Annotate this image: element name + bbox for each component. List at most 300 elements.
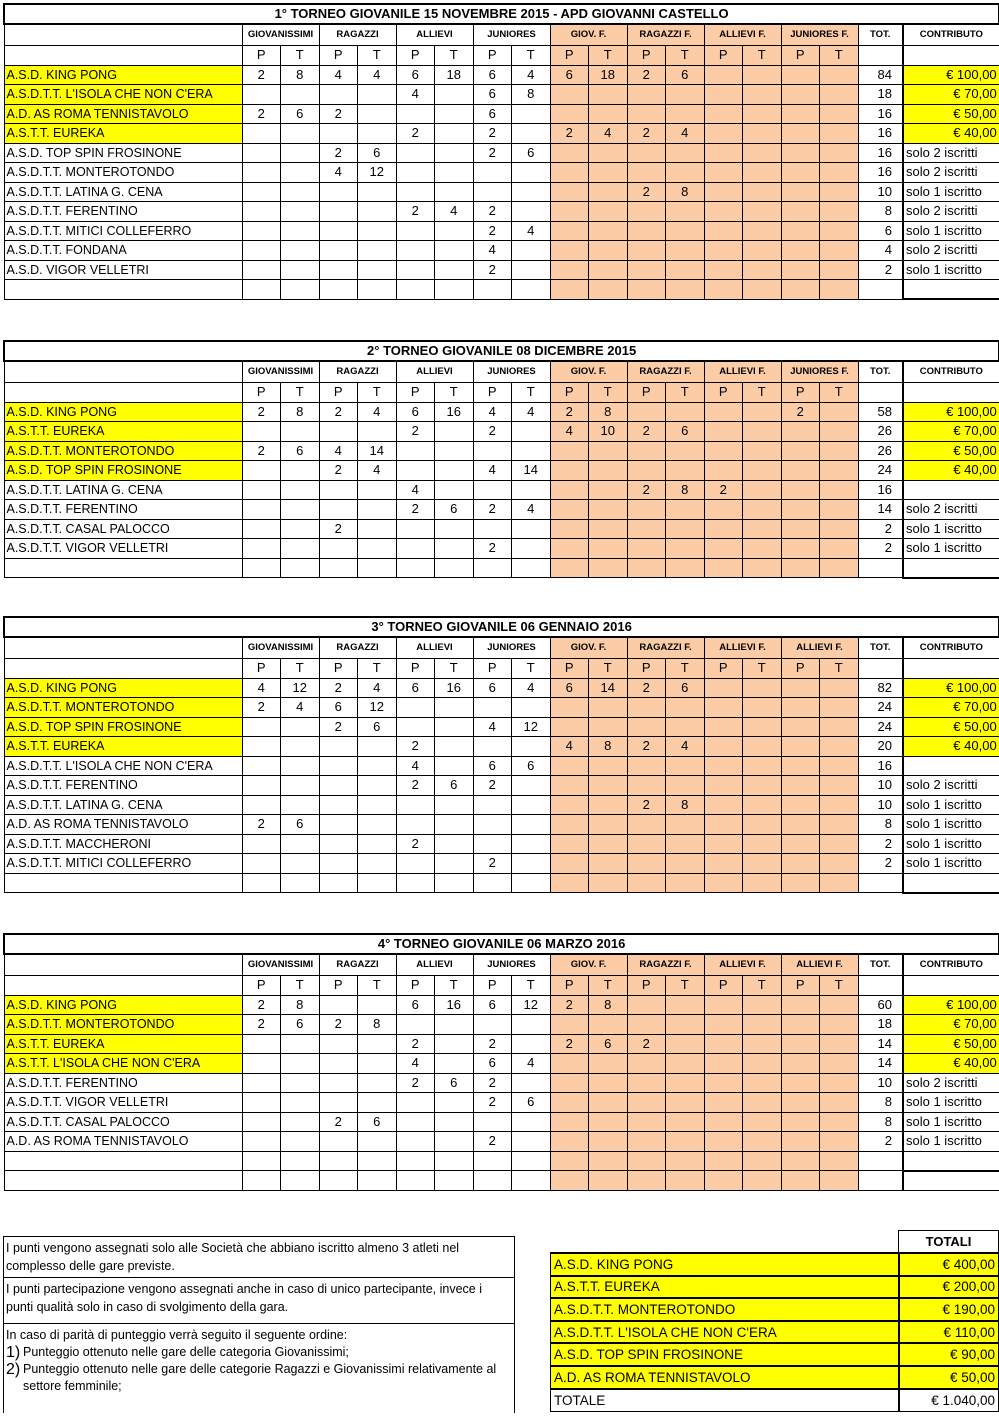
club-name: A.S.D. KING PONG (4, 678, 242, 698)
club-row (4, 1132, 999, 1152)
score-cell (589, 756, 628, 776)
score-cell (781, 539, 820, 559)
club-name: A.S.D. KING PONG (4, 402, 242, 422)
pt-label: P (319, 658, 358, 678)
club-contributo: solo 1 iscritto (903, 1093, 999, 1113)
score-cell (242, 260, 281, 280)
score-cell: 8 (281, 402, 320, 422)
score-cell (666, 143, 705, 163)
score-cell: 4 (396, 756, 435, 776)
tiebreak-item-1 (6, 1344, 512, 1361)
score-cell: 4 (550, 422, 589, 442)
score-cell (358, 834, 397, 854)
empty-cell (666, 1171, 705, 1191)
score-cell (820, 519, 859, 539)
tournament-title: 2° TORNEO GIOVANILE 08 DICEMBRE 2015 (4, 341, 999, 361)
category-header: RAGAZZI (319, 954, 396, 975)
score-cell (820, 461, 859, 481)
score-cell (512, 834, 551, 854)
score-cell (281, 124, 320, 144)
pt-label: T (666, 45, 705, 65)
score-cell (512, 441, 551, 461)
club-row (4, 1054, 999, 1074)
score-cell (589, 1073, 628, 1093)
club-total: 58 (858, 402, 903, 422)
club-total: 8 (858, 1093, 903, 1113)
score-cell (781, 461, 820, 481)
score-cell (781, 995, 820, 1015)
empty-cell (858, 1151, 903, 1171)
score-cell (704, 1073, 743, 1093)
club-total: 16 (858, 163, 903, 183)
score-cell (550, 756, 589, 776)
score-cell (319, 834, 358, 854)
score-cell (242, 1073, 281, 1093)
club-total: 82 (858, 678, 903, 698)
club-row (4, 221, 999, 241)
score-cell (435, 539, 474, 559)
score-cell (589, 698, 628, 718)
score-cell (281, 737, 320, 757)
score-cell (589, 717, 628, 737)
totals-sum-label: TOTALE (551, 1389, 899, 1412)
club-row (4, 143, 999, 163)
club-total: 6 (858, 221, 903, 241)
club-row (4, 1073, 999, 1093)
score-cell (396, 104, 435, 124)
score-cell (743, 995, 782, 1015)
score-cell: 6 (473, 65, 512, 85)
club-contributo (903, 756, 999, 776)
score-cell: 2 (242, 698, 281, 718)
empty-cell (743, 558, 782, 578)
score-cell (435, 461, 474, 481)
pt-label: P (396, 382, 435, 402)
score-cell (743, 1093, 782, 1113)
score-cell (281, 500, 320, 520)
score-cell: 6 (589, 1034, 628, 1054)
club-row (4, 500, 999, 520)
club-total: 10 (858, 776, 903, 796)
totals-club-amount: € 190,00 (899, 1298, 999, 1321)
score-cell (435, 815, 474, 835)
pt-contrib-blank (903, 45, 999, 65)
score-cell (820, 260, 859, 280)
score-cell (704, 698, 743, 718)
score-cell (781, 834, 820, 854)
score-cell (589, 182, 628, 202)
score-cell (666, 441, 705, 461)
score-cell: 6 (281, 441, 320, 461)
score-cell (550, 1132, 589, 1152)
club-row (4, 441, 999, 461)
score-cell (589, 539, 628, 559)
score-cell (435, 795, 474, 815)
club-name: A.S.T.T. L'ISOLA CHE NON C'ERA (4, 1054, 242, 1074)
club-total: 8 (858, 202, 903, 222)
score-cell (704, 402, 743, 422)
empty-cell (396, 873, 435, 893)
empty-cell (743, 1171, 782, 1191)
score-cell (820, 539, 859, 559)
score-cell (396, 260, 435, 280)
score-cell (781, 1034, 820, 1054)
category-header: GIOV. F. (550, 24, 627, 45)
club-row (4, 1093, 999, 1113)
score-cell (704, 500, 743, 520)
score-cell: 8 (666, 795, 705, 815)
club-total: 8 (858, 1112, 903, 1132)
club-name: A.S.D.T.T. L'ISOLA CHE NON C'ERA (4, 85, 242, 105)
tournament-2-table (3, 340, 998, 579)
corner-cell (4, 24, 242, 45)
score-cell (550, 480, 589, 500)
empty-cell (512, 1151, 551, 1171)
score-cell (319, 480, 358, 500)
club-contributo: solo 1 iscritto (903, 1132, 999, 1152)
score-cell (704, 737, 743, 757)
score-cell: 2 (473, 260, 512, 280)
score-cell (781, 678, 820, 698)
empty-cell (319, 280, 358, 300)
score-cell: 2 (319, 678, 358, 698)
club-row (4, 163, 999, 183)
score-cell (743, 1015, 782, 1035)
totals-sum-row (551, 1389, 999, 1412)
club-name: A.S.D. KING PONG (4, 995, 242, 1015)
score-cell (704, 221, 743, 241)
pt-contrib-blank (903, 975, 999, 995)
score-cell (781, 519, 820, 539)
score-cell (704, 1054, 743, 1074)
pt-label: P (627, 975, 666, 995)
score-cell (550, 717, 589, 737)
pt-tot-blank (858, 658, 903, 678)
empty-cell (319, 558, 358, 578)
score-cell (550, 776, 589, 796)
score-cell (820, 717, 859, 737)
club-row (4, 854, 999, 874)
score-cell (743, 1034, 782, 1054)
score-cell (704, 776, 743, 796)
tiebreak-index: 1) (6, 1344, 21, 1361)
score-cell: 4 (512, 402, 551, 422)
empty-cell (627, 558, 666, 578)
empty-cell (396, 558, 435, 578)
club-contributo: € 70,00 (903, 422, 999, 442)
score-cell (589, 85, 628, 105)
club-contributo: solo 2 iscritti (903, 163, 999, 183)
score-cell (820, 1073, 859, 1093)
score-cell (781, 85, 820, 105)
empty-row (4, 1151, 999, 1171)
empty-cell (435, 1171, 474, 1191)
score-cell: 2 (319, 1112, 358, 1132)
score-cell: 6 (512, 1093, 551, 1113)
tournament-3-table (3, 616, 998, 894)
score-cell (743, 1054, 782, 1074)
club-name: A.S.D.T.T. MACCHERONI (4, 834, 242, 854)
score-cell (666, 163, 705, 183)
score-cell (781, 737, 820, 757)
score-cell: 2 (242, 402, 281, 422)
score-cell (473, 519, 512, 539)
score-cell (281, 260, 320, 280)
pt-label: P (242, 658, 281, 678)
totals-club-amount: € 110,00 (899, 1321, 999, 1344)
empty-cell (550, 280, 589, 300)
score-cell (743, 776, 782, 796)
score-cell (704, 422, 743, 442)
club-contributo: € 40,00 (903, 461, 999, 481)
totals-header: TOTALI (899, 1231, 999, 1254)
score-cell (358, 1093, 397, 1113)
empty-row (4, 873, 999, 893)
club-total: 14 (858, 1054, 903, 1074)
pt-tot-blank (858, 382, 903, 402)
score-cell (704, 163, 743, 183)
empty-cell (666, 280, 705, 300)
score-cell (435, 143, 474, 163)
pt-label: P (242, 45, 281, 65)
score-cell (473, 163, 512, 183)
club-contributo: solo 1 iscritto (903, 815, 999, 835)
tiebreak-text: Punteggio ottenuto nelle gare delle categoria Giovanissimi; (23, 1345, 349, 1359)
score-cell (358, 1054, 397, 1074)
score-cell (473, 698, 512, 718)
tot-header: TOT. (858, 954, 903, 975)
score-cell (319, 995, 358, 1015)
pt-label: T (820, 45, 859, 65)
score-cell (781, 1015, 820, 1035)
score-cell (820, 202, 859, 222)
score-cell (358, 241, 397, 261)
club-total: 26 (858, 441, 903, 461)
empty-cell (820, 558, 859, 578)
score-cell: 2 (627, 737, 666, 757)
score-cell (820, 104, 859, 124)
score-cell (396, 182, 435, 202)
empty-cell (242, 1171, 281, 1191)
score-cell (589, 795, 628, 815)
empty-cell (550, 1171, 589, 1191)
club-name: A.S.D.T.T. MONTEROTONDO (4, 698, 242, 718)
score-cell: 2 (473, 422, 512, 442)
empty-cell (589, 280, 628, 300)
score-cell (781, 260, 820, 280)
empty-cell (781, 1151, 820, 1171)
club-contributo: € 100,00 (903, 402, 999, 422)
category-header: ALLIEVI F. (781, 637, 858, 658)
club-row (4, 104, 999, 124)
score-cell (358, 815, 397, 835)
score-cell (820, 795, 859, 815)
pt-label: T (435, 45, 474, 65)
score-cell (820, 698, 859, 718)
club-name: A.S.D. KING PONG (4, 65, 242, 85)
empty-cell (858, 280, 903, 300)
score-cell (704, 182, 743, 202)
score-cell (820, 1132, 859, 1152)
score-cell (627, 1054, 666, 1074)
score-cell (627, 163, 666, 183)
score-cell (627, 776, 666, 796)
club-name: A.S.D.T.T. FERENTINO (4, 500, 242, 520)
score-cell: 8 (589, 995, 628, 1015)
totals-row (551, 1343, 999, 1366)
score-cell: 12 (281, 678, 320, 698)
pt-tot-blank (858, 975, 903, 995)
club-contributo: € 100,00 (903, 65, 999, 85)
score-cell (781, 815, 820, 835)
empty-cell (820, 1171, 859, 1191)
score-cell (435, 519, 474, 539)
club-name: A.S.D.T.T. MONTEROTONDO (4, 1015, 242, 1035)
tournament-4-table (3, 933, 998, 1191)
score-cell (743, 795, 782, 815)
score-cell (704, 995, 743, 1015)
score-cell: 2 (319, 402, 358, 422)
club-row (4, 776, 999, 796)
score-cell (627, 756, 666, 776)
empty-cell (781, 1171, 820, 1191)
score-cell: 2 (781, 402, 820, 422)
club-name: A.D. AS ROMA TENNISTAVOLO (4, 815, 242, 835)
score-cell: 4 (358, 678, 397, 698)
score-cell (820, 500, 859, 520)
score-cell (627, 260, 666, 280)
score-cell (589, 241, 628, 261)
category-header: GIOVANISSIMI (242, 954, 319, 975)
club-name: A.S.D.T.T. MITICI COLLEFERRO (4, 221, 242, 241)
category-header: ALLIEVI F. (781, 954, 858, 975)
empty-cell (903, 1151, 999, 1171)
score-cell (319, 815, 358, 835)
score-cell (512, 260, 551, 280)
score-cell (319, 854, 358, 874)
score-cell (435, 756, 474, 776)
score-cell (512, 480, 551, 500)
score-cell (281, 1073, 320, 1093)
score-cell (396, 163, 435, 183)
score-cell (242, 1034, 281, 1054)
empty-cell (589, 558, 628, 578)
score-cell (704, 85, 743, 105)
club-total: 4 (858, 241, 903, 261)
score-cell (435, 1015, 474, 1035)
score-cell (358, 539, 397, 559)
empty-cell (4, 1171, 242, 1191)
category-header: ALLIEVI (396, 361, 473, 382)
score-cell (396, 241, 435, 261)
score-cell (242, 163, 281, 183)
score-cell: 18 (435, 65, 474, 85)
score-cell: 4 (473, 241, 512, 261)
score-cell (435, 85, 474, 105)
score-cell (242, 854, 281, 874)
score-cell (242, 519, 281, 539)
score-cell (820, 995, 859, 1015)
score-cell (666, 221, 705, 241)
score-cell (550, 241, 589, 261)
category-header: ALLIEVI (396, 637, 473, 658)
tot-header: TOT. (858, 361, 903, 382)
empty-cell (435, 280, 474, 300)
score-cell (743, 422, 782, 442)
score-cell (281, 422, 320, 442)
score-cell: 8 (512, 85, 551, 105)
empty-cell (704, 1151, 743, 1171)
empty-cell (4, 873, 242, 893)
club-row (4, 241, 999, 261)
score-cell (666, 834, 705, 854)
score-cell (358, 995, 397, 1015)
category-header: RAGAZZI F. (627, 24, 704, 45)
club-total: 2 (858, 260, 903, 280)
pt-label: T (820, 975, 859, 995)
club-name: A.S.D. VIGOR VELLETRI (4, 260, 242, 280)
club-total: 20 (858, 737, 903, 757)
score-cell (396, 795, 435, 815)
tiebreak-text: Punteggio ottenuto nelle gare delle categorie Ragazzi e Giovanissimi relativamente al settore femminile; (23, 1362, 497, 1393)
score-cell (666, 539, 705, 559)
score-cell (550, 202, 589, 222)
score-cell (820, 221, 859, 241)
score-cell (550, 143, 589, 163)
score-cell: 2 (242, 104, 281, 124)
score-cell (666, 241, 705, 261)
empty-cell (4, 558, 242, 578)
pt-tot-blank (858, 45, 903, 65)
category-header: JUNIORES (473, 24, 550, 45)
score-cell: 2 (627, 795, 666, 815)
score-cell (666, 1132, 705, 1152)
score-cell (627, 995, 666, 1015)
club-contributo: € 40,00 (903, 737, 999, 757)
score-cell: 2 (396, 737, 435, 757)
score-cell (589, 1093, 628, 1113)
score-cell (358, 1132, 397, 1152)
empty-cell (435, 1151, 474, 1171)
score-cell (512, 1112, 551, 1132)
score-cell (512, 202, 551, 222)
club-contributo: solo 1 iscritto (903, 834, 999, 854)
score-cell (627, 1015, 666, 1035)
pt-contrib-blank (903, 382, 999, 402)
club-row (4, 1034, 999, 1054)
tiebreak-index: 2) (6, 1361, 21, 1378)
score-cell (627, 1132, 666, 1152)
score-cell (820, 854, 859, 874)
score-cell: 2 (396, 202, 435, 222)
score-cell (358, 202, 397, 222)
score-cell (743, 1112, 782, 1132)
score-cell (396, 815, 435, 835)
score-cell (704, 461, 743, 481)
empty-cell (319, 1171, 358, 1191)
club-name: A.S.D.T.T. VIGOR VELLETRI (4, 1093, 242, 1113)
score-cell: 2 (627, 1034, 666, 1054)
score-cell (704, 539, 743, 559)
score-cell (396, 717, 435, 737)
score-cell: 2 (473, 1034, 512, 1054)
score-cell: 8 (358, 1015, 397, 1035)
pt-label: T (666, 382, 705, 402)
score-cell (358, 519, 397, 539)
empty-cell (589, 873, 628, 893)
club-total: 10 (858, 1073, 903, 1093)
tournament-1-table (3, 3, 998, 300)
